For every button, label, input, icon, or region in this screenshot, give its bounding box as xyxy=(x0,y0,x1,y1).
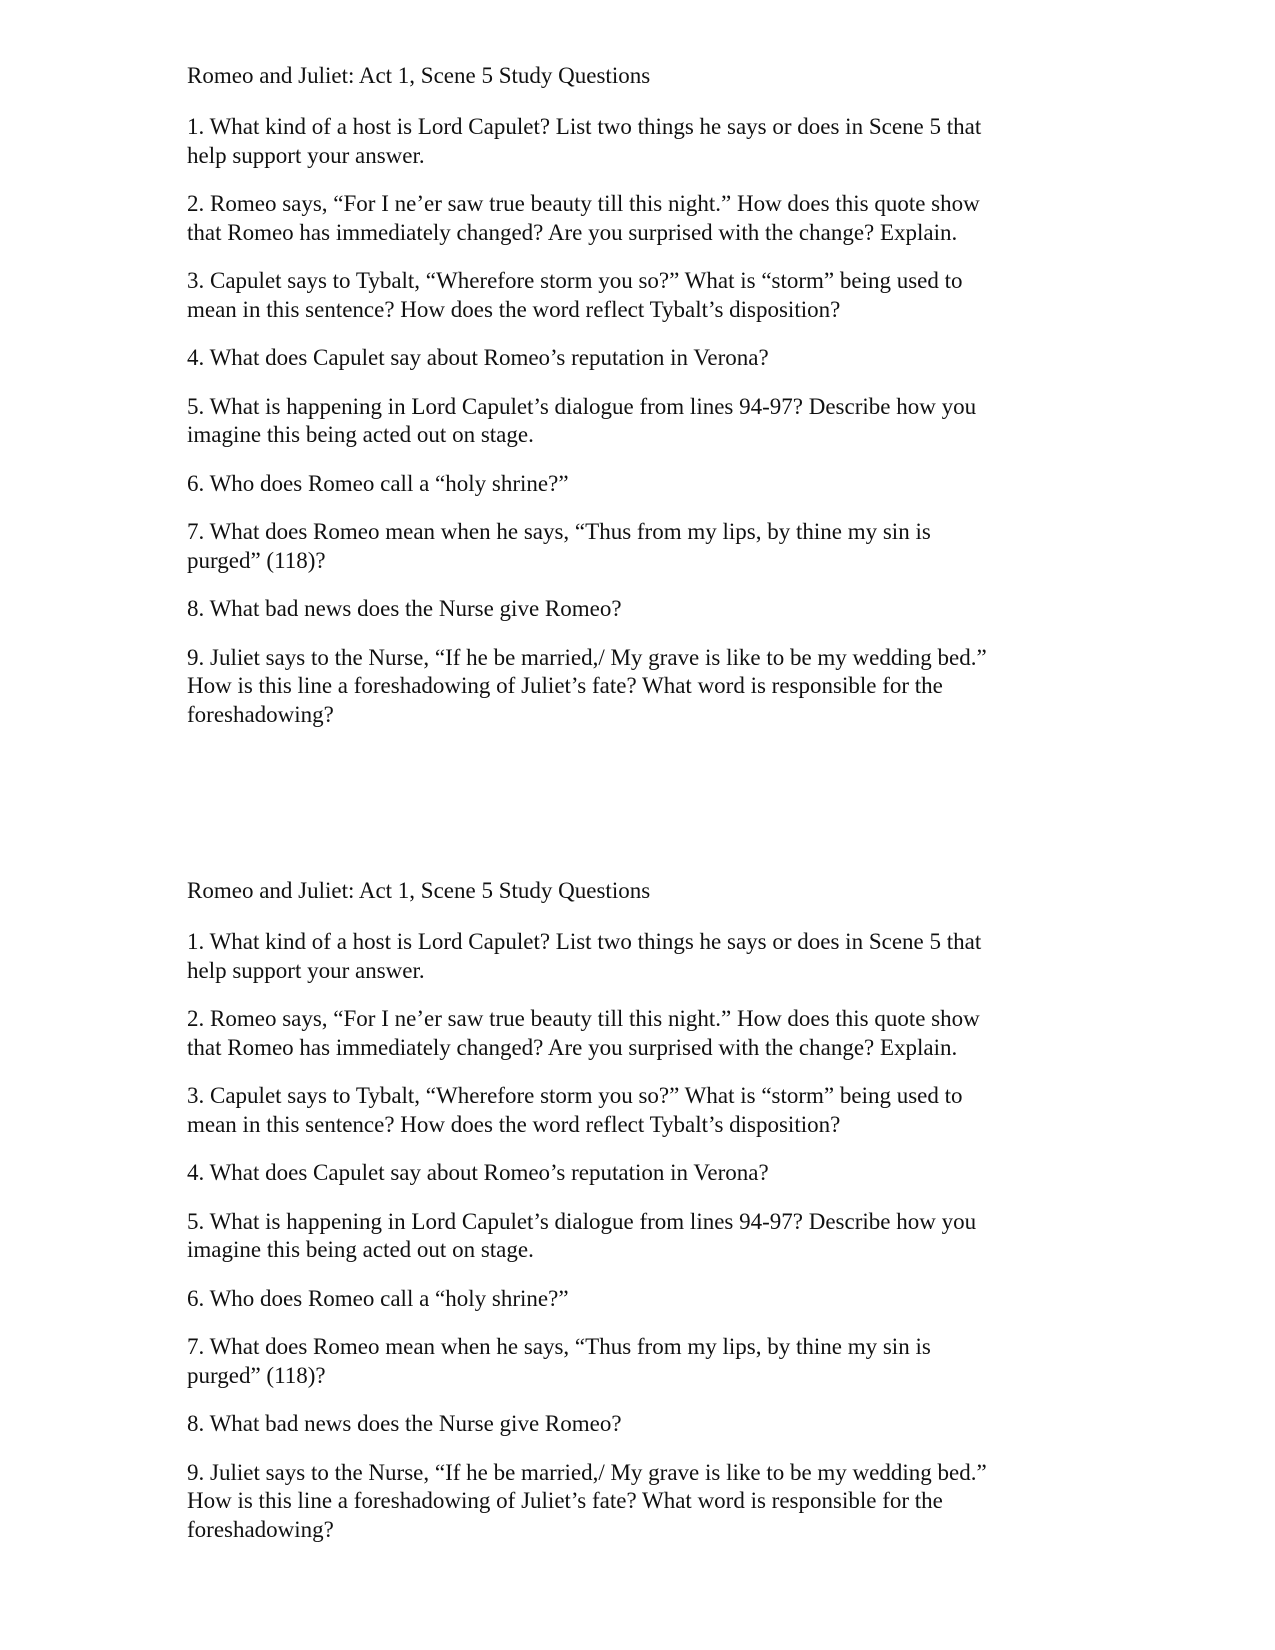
question-7: 7. What does Romeo mean when he says, “Thus from my lips, by thine my sin is purged” (118)? xyxy=(187,1334,931,1388)
question-5: 5. What is happening in Lord Capulet’s dialogue from lines 94-97? Describe how you imagine this being acted out on stage. xyxy=(187,393,977,447)
question-4: 4. What does Capulet say about Romeo’s reputation in Verona? xyxy=(187,345,769,370)
question-sheet-bottom xyxy=(187,877,1087,1564)
question-list xyxy=(187,928,1087,1544)
question-8: 8. What bad news does the Nurse give Romeo? xyxy=(187,1411,622,1436)
question-3: 3. Capulet says to Tybalt, “Wherefore storm you so?” What is “storm” being used to mean in this sentence? How does the word reflect Tybalt’s disposition? xyxy=(187,268,963,322)
question-4: 4. What does Capulet say about Romeo’s reputation in Verona? xyxy=(187,1160,769,1185)
question-2: 2. Romeo says, “For I ne’er saw true beauty till this night.” How does this quote show that Romeo has immediately changed? Are you surprised with the change? Explain. xyxy=(187,191,980,245)
question-3: 3. Capulet says to Tybalt, “Wherefore storm you so?” What is “storm” being used to mean in this sentence? How does the word reflect Tybalt’s disposition? xyxy=(187,1083,963,1137)
question-5: 5. What is happening in Lord Capulet’s dialogue from lines 94-97? Describe how you imagine this being acted out on stage. xyxy=(187,1208,977,1262)
page-title: Romeo and Juliet: Act 1, Scene 5 Study Questions xyxy=(187,63,651,88)
question-8: 8. What bad news does the Nurse give Romeo? xyxy=(187,596,622,621)
question-6: 6. Who does Romeo call a “holy shrine?” xyxy=(187,1285,569,1311)
question-9: 9. Juliet says to the Nurse, “If he be married,/ My grave is like to be my wedding bed.” How is this line a foreshadowing of Juliet’s fate? What word is responsible for the foreshadowing? xyxy=(187,644,987,727)
question-1: 1. What kind of a host is Lord Capulet? List two things he says or does in Scene 5 that help support your answer. xyxy=(187,929,982,983)
question-1: 1. What kind of a host is Lord Capulet? List two things he says or does in Scene 5 that help support your answer. xyxy=(187,114,982,168)
question-7: 7. What does Romeo mean when he says, “Thus from my lips, by thine my sin is purged” (118)? xyxy=(187,519,931,573)
question-9: 9. Juliet says to the Nurse, “If he be married,/ My grave is like to be my wedding bed.” How is this line a foreshadowing of Juliet’s fate? What word is responsible for the foreshadowing? xyxy=(187,1459,987,1542)
question-sheet-top xyxy=(187,62,1087,749)
page-title: Romeo and Juliet: Act 1, Scene 5 Study Questions xyxy=(187,878,651,903)
question-6: 6. Who does Romeo call a “holy shrine?” xyxy=(187,470,569,496)
question-2: 2. Romeo says, “For I ne’er saw true beauty till this night.” How does this quote show that Romeo has immediately changed? Are you surprised with the change? Explain. xyxy=(187,1006,980,1060)
question-list xyxy=(187,113,1087,729)
